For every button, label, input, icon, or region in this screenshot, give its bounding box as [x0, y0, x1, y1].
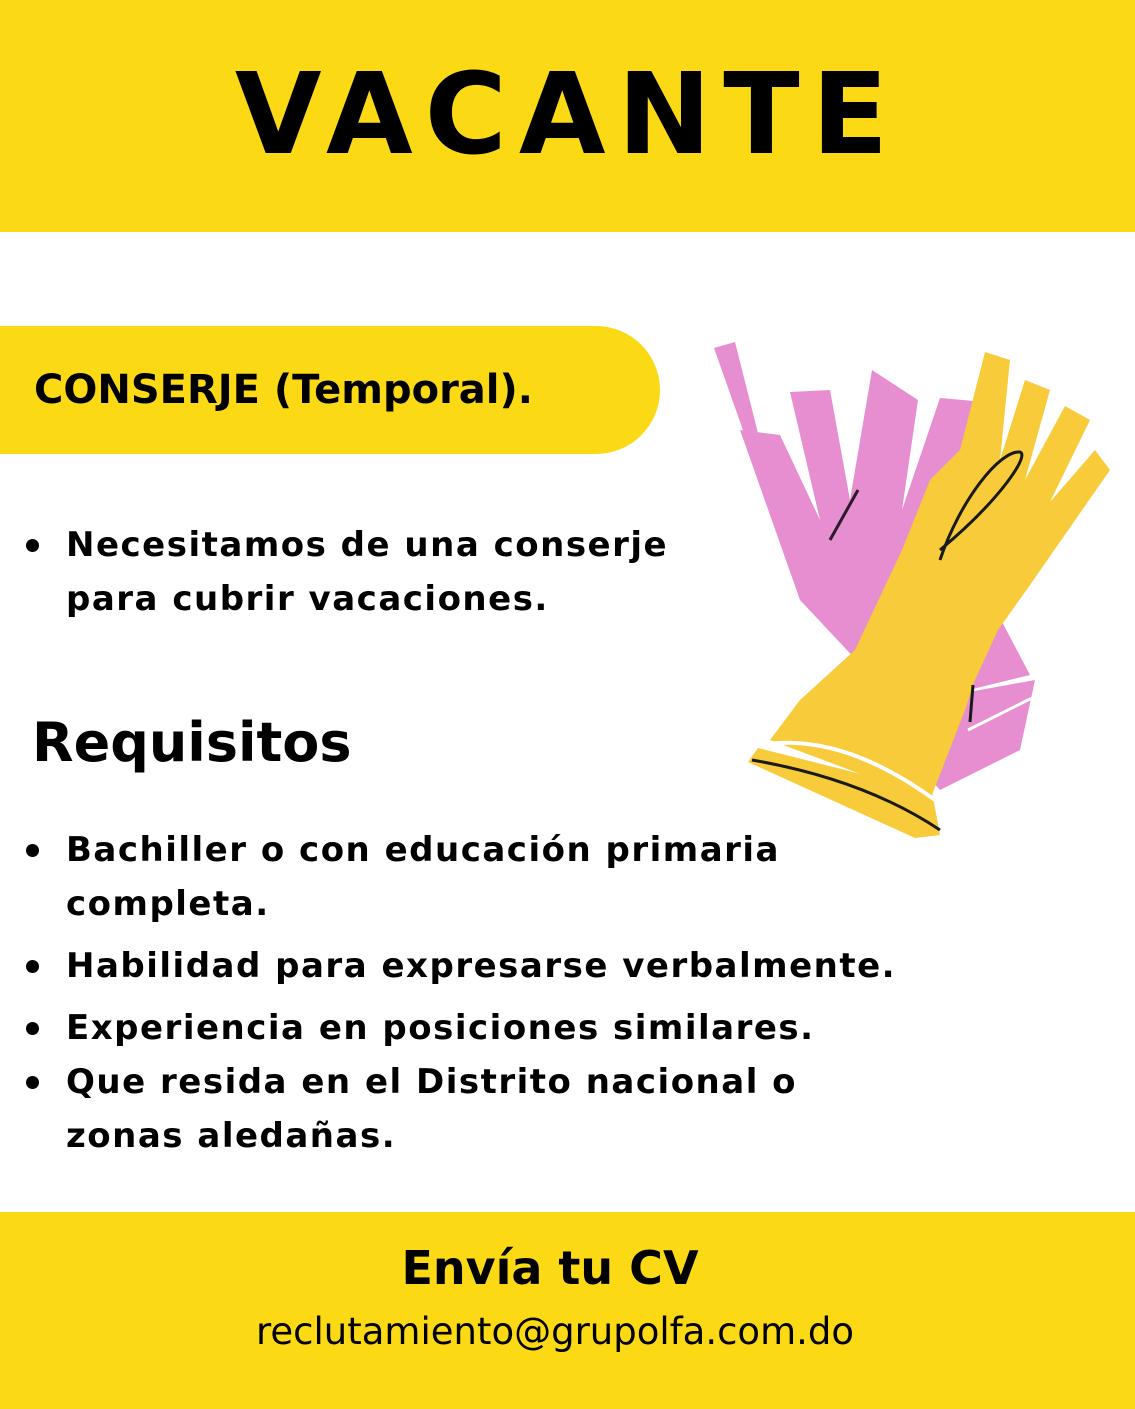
- position-title: CONSERJE (Temporal).: [34, 367, 533, 413]
- page-title: VACANTE: [234, 50, 901, 180]
- bullet-dot-icon: [26, 844, 39, 857]
- requirement-item: [20, 1055, 896, 1163]
- intro-item-line: Necesitamos de una conserje: [66, 525, 669, 565]
- bullet-dot-icon: [26, 960, 39, 973]
- bullet-dot-icon: [26, 1022, 39, 1035]
- bullet-dot-icon: [26, 1076, 39, 1089]
- requirement-line: Habilidad para expresarse verbalmente.: [66, 946, 897, 986]
- cta-title: Envía tu CV: [401, 1241, 699, 1295]
- requirement-item: [20, 939, 896, 993]
- rubber-gloves-icon: [640, 330, 1130, 850]
- requirement-line: zonas aledañas.: [66, 1116, 397, 1156]
- requirement-item: [20, 823, 896, 931]
- intro-item-line: para cubrir vacaciones.: [66, 579, 549, 619]
- requirement-line: Que resida en el Distrito nacional o: [66, 1062, 798, 1102]
- intro-list: [20, 518, 668, 626]
- bullet-dot-icon: [26, 539, 39, 552]
- cta-email[interactable]: reclutamiento@grupolfa.com.do: [255, 1310, 855, 1353]
- requirements-list: [20, 823, 896, 1171]
- requirements-heading: Requisitos: [32, 711, 352, 774]
- requirement-line: Bachiller o con educación primaria: [66, 830, 780, 870]
- requirement-line: completa.: [66, 884, 270, 924]
- requirement-line: Experiencia en posiciones similares.: [66, 1008, 815, 1048]
- intro-item: [20, 518, 668, 626]
- requirement-item: [20, 1001, 896, 1055]
